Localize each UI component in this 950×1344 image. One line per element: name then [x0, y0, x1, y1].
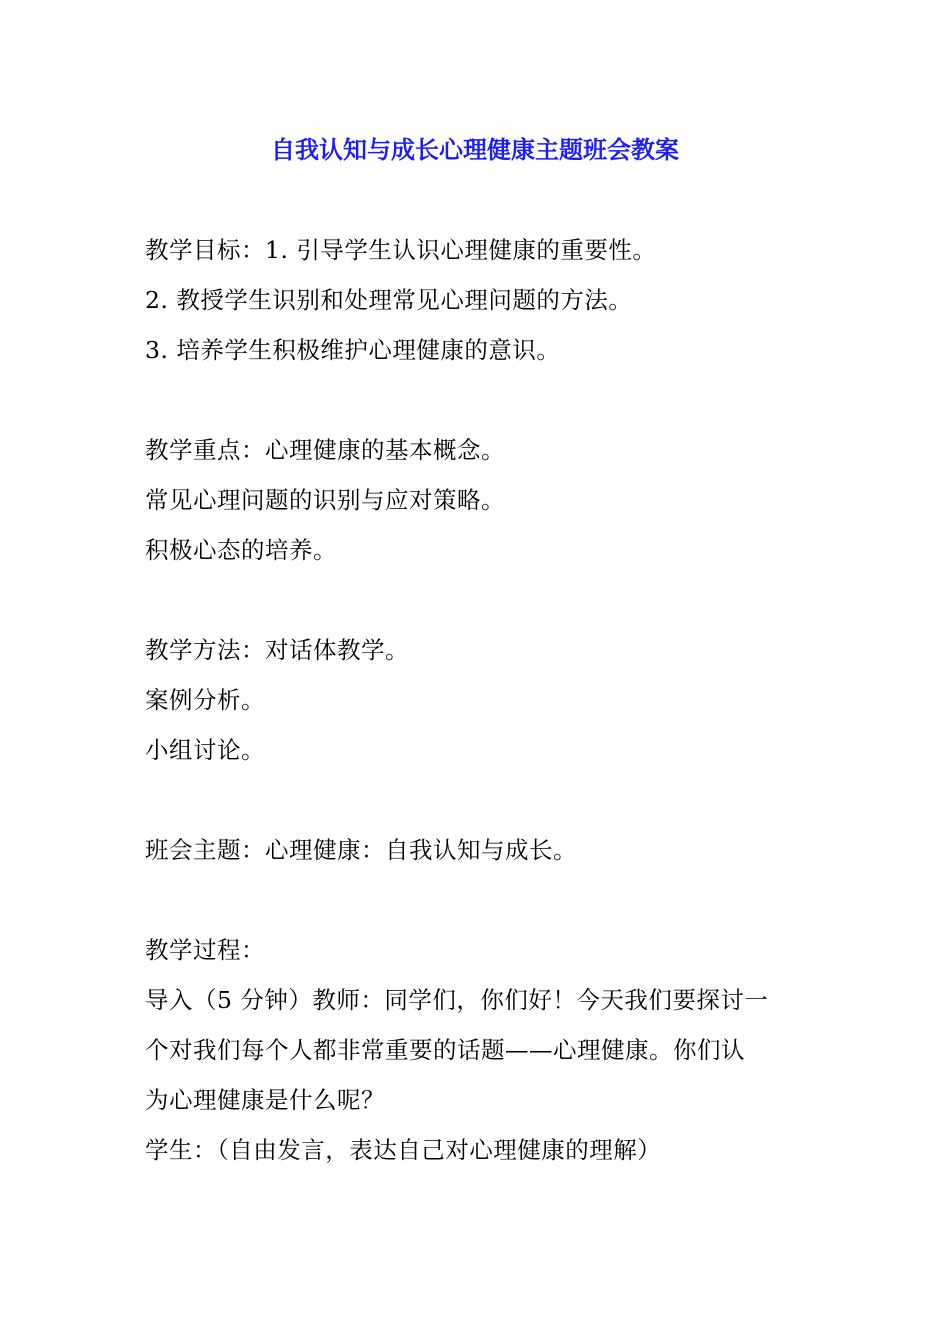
key-point-line-1: 教学重点：心理健康的基本概念。	[145, 436, 505, 464]
objective-line-1: 教学目标：1. 引导学生认识心理健康的重要性。	[145, 236, 657, 264]
process-line-3: 为心理健康是什么呢？	[145, 1086, 385, 1114]
process-line-1: 导入（5 分钟）教师：同学们，你们好！今天我们要探讨一	[145, 986, 769, 1014]
key-point-line-3: 积极心态的培养。	[145, 536, 337, 564]
objective-line-2: 2. 教授学生识别和处理常见心理问题的方法。	[145, 286, 633, 314]
objective-line-3: 3. 培养学生积极维护心理健康的意识。	[145, 336, 561, 364]
document-title: 自我认知与成长心理健康主题班会教案	[271, 136, 679, 164]
process-line-2: 个对我们每个人都非常重要的话题——心理健康。你们认	[145, 1036, 745, 1064]
key-point-line-2: 常见心理问题的识别与应对策略。	[145, 486, 505, 514]
student-response-line: 学生：（自由发言，表达自己对心理健康的理解）	[145, 1136, 662, 1164]
method-line-2: 案例分析。	[145, 686, 265, 714]
theme-line: 班会主题：心理健康：自我认知与成长。	[145, 836, 577, 864]
process-heading: 教学过程：	[145, 936, 265, 964]
method-line-3: 小组讨论。	[145, 736, 265, 764]
method-line-1: 教学方法：对话体教学。	[145, 636, 409, 664]
